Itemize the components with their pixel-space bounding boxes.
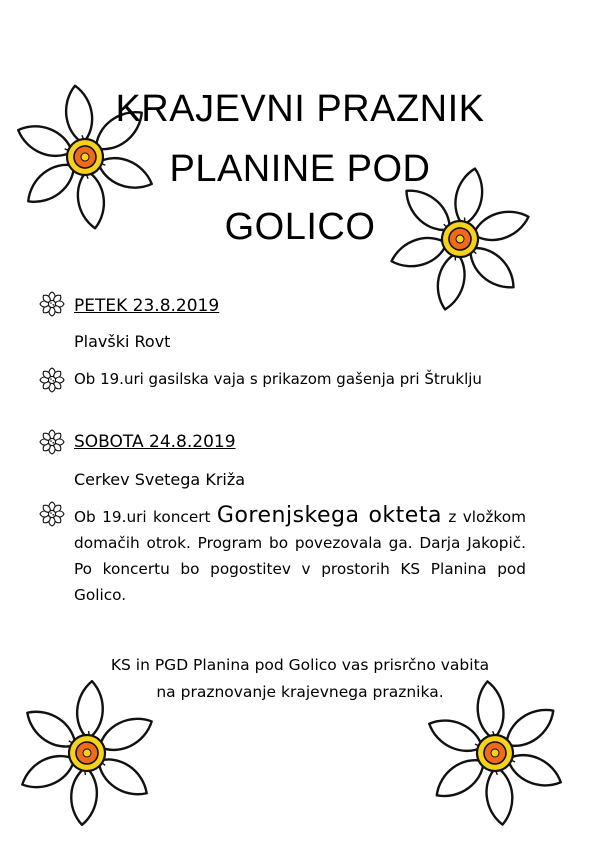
edelweiss-icon bbox=[38, 290, 66, 318]
day-1-place: Plavški Rovt bbox=[74, 332, 171, 351]
page-title-line-2: PLANINE POD bbox=[169, 148, 431, 190]
title-line-1: KRAJEVNI PRAZNIK bbox=[115, 88, 485, 130]
closing-line-2: na praznovanje krajevnega praznika. bbox=[156, 683, 444, 701]
day-1-event: Ob 19.uri gasilska vaja s prikazom gašenja pri Štruklju bbox=[74, 370, 482, 388]
page-title bbox=[0, 90, 600, 128]
page-title-line-3: GOLICO bbox=[224, 206, 376, 248]
closing-line-1: KS in PGD Planina pod Golico vas prisrčno vabita bbox=[110, 656, 490, 674]
edelweiss-icon bbox=[38, 428, 66, 456]
day-2-event bbox=[74, 503, 526, 608]
day-2-event-highlight: Gorenjskega okteta bbox=[216, 503, 442, 528]
edelweiss-icon bbox=[38, 500, 66, 528]
day-2-place: Cerkev Svetega Križa bbox=[74, 470, 246, 489]
day-1-heading: PETEK 23.8.2019 bbox=[74, 296, 220, 316]
edelweiss-icon bbox=[38, 366, 66, 394]
day-2-heading: SOBOTA 24.8.2019 bbox=[74, 432, 236, 452]
closing-invitation bbox=[0, 652, 600, 706]
day-2-event-intro: Ob 19.uri koncert bbox=[74, 508, 217, 526]
day-2-event-details: z vložkom domačih otrok. Program bo povezovala ga. Darja Jakopič. Po koncertu bo pogostitev v prostorih KS Planina pod Golico. bbox=[74, 508, 526, 604]
